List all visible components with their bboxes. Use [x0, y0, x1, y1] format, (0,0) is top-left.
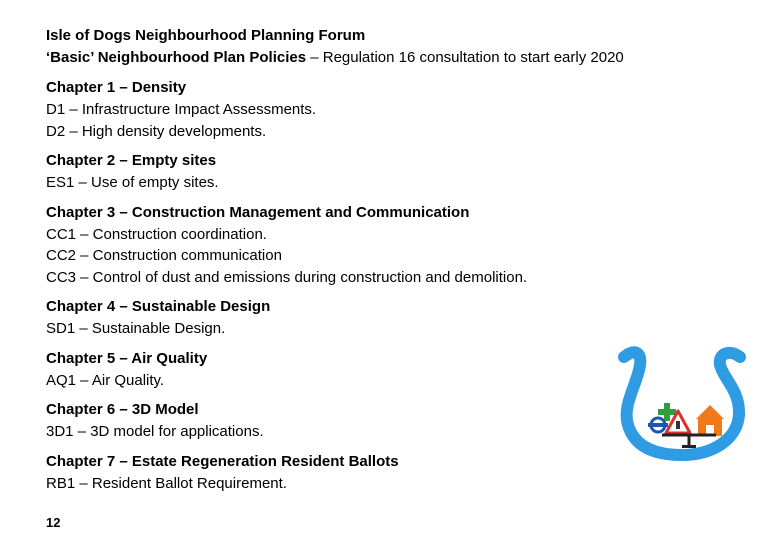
subtitle — [46, 47, 746, 69]
policy-item: CC3 – Control of dust and emissions during construction and demolition. — [46, 268, 528, 286]
chapter-6 — [46, 399, 666, 443]
chapter-title: Chapter 6 – 3D Model — [46, 401, 199, 418]
chapter-title: Chapter 3 – Construction Management and Communication — [46, 203, 470, 221]
chapter-title: Chapter 7 – Estate Regeneration Resident Ballots — [46, 452, 399, 470]
house-icon — [696, 405, 724, 436]
forum-logo — [612, 345, 762, 480]
chapter-title: Chapter 4 – Sustainable Design — [46, 298, 271, 315]
policy-item: 3D1 – 3D model for applications. — [46, 423, 264, 440]
policy-item: CC1 – Construction coordination. — [46, 225, 267, 243]
policy-item: SD1 – Sustainable Design. — [46, 320, 226, 337]
subtitle-bold: ‘Basic’ Neighbourhood Plan Policies — [46, 49, 307, 66]
chapter-title: Chapter 1 – Density — [46, 79, 187, 96]
chapter-title: Chapter 5 – Air Quality — [46, 349, 208, 367]
chapter-3 — [46, 202, 666, 289]
chapter-7 — [46, 451, 666, 495]
chapter-title: Chapter 2 – Empty sites — [46, 152, 217, 169]
chapter-5 — [46, 348, 666, 392]
policy-item: D1 – Infrastructure Impact Assessments. — [46, 101, 317, 118]
policy-item: ES1 – Use of empty sites. — [46, 174, 219, 191]
chapter-2 — [46, 150, 666, 194]
chapter-4 — [46, 296, 666, 340]
header — [46, 25, 746, 69]
forum-name: Isle of Dogs Neighbourhood Planning Forum — [46, 27, 366, 44]
chapter-1 — [46, 77, 666, 142]
chapter-list — [46, 77, 666, 502]
policy-item: RB1 – Resident Ballot Requirement. — [46, 474, 287, 492]
policy-item: AQ1 – Air Quality. — [46, 371, 165, 389]
river-thames-outline-icon — [624, 352, 740, 455]
policy-item: D2 – High density developments. — [46, 122, 267, 140]
subtitle-rest: – Regulation 16 consultation to start early 2020 — [306, 49, 624, 66]
policy-item: CC2 – Construction communication — [46, 247, 282, 264]
page-number: 12 — [46, 515, 61, 530]
